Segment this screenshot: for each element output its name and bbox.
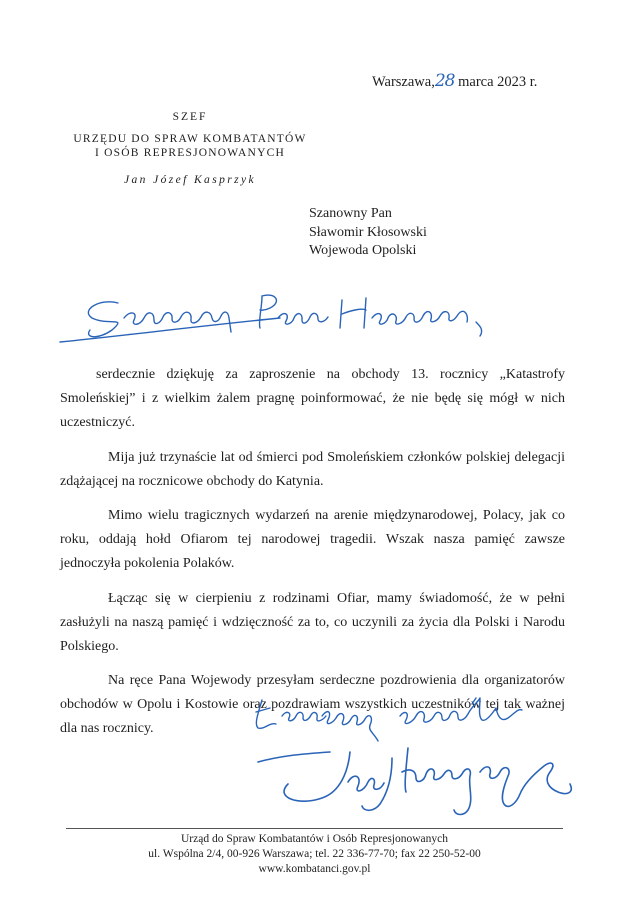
footer-address: ul. Wspólna 2/4, 00-926 Warszawa; tel. 22 336-77-70; fax 22 250-52-00	[148, 848, 481, 860]
body-paragraph-4: Łącząc się w cierpieniu z rodzinami Ofiar, mamy świadomość, że w pełni zasłużyli na naszą pamięć i wdzięczność za to, co uczynili za życia dla Polski i Narodu Polskiego.	[60, 590, 565, 654]
signature-drawing	[258, 748, 571, 815]
body-paragraph-3: Mimo wielu tragicznych wydarzeń na arenie międzynarodowej, Polacy, jak co roku, oddają hołd Ofiarom tej narodowej tragedii. Wszak nasza pamięć zawsze jednoczyła pokolenia Polaków.	[60, 508, 565, 571]
handwritten-salutation-drawing	[60, 295, 482, 342]
body-paragraph-5: Na ręce Pana Wojewody przesyłam serdeczne pozdrowienia dla organizatorów obchodów w Opolu i Kostowie oraz pozdrawiam wszystkich uczestników tej tak ważnej dla nas rocznicy.	[60, 673, 565, 736]
sender-office-line1: URZĘDU DO SPRAW KOMBATANTÓW	[73, 133, 307, 145]
recipient-name: Sławomir Kłosowski	[309, 224, 427, 240]
footer-website: www.kombatanci.gov.pl	[258, 863, 371, 875]
footer-divider	[66, 828, 563, 829]
footer	[66, 832, 563, 877]
recipient-salutation-line: Szanowny Pan	[309, 206, 392, 221]
sender-name: Jan Józef Kasprzyk	[124, 174, 256, 186]
date-place: Warszawa,	[372, 74, 435, 90]
body-paragraph-1: serdecznie dziękuję za zaproszenie na obchody 13. rocznicy „Katastrofy Smoleńskiej” i z wielkim żalem pragnę poinformować, że nie będę się mógł w nich uczestniczyć.	[60, 367, 565, 430]
date-month-year: marca 2023 r.	[458, 74, 538, 90]
sender-office-line2: I OSÓB REPRESJONOWANYCH	[95, 147, 285, 159]
sender-position: SZEF	[172, 111, 208, 123]
date-day-handwritten: 28	[434, 71, 455, 91]
body-paragraph-2: Mija już trzynaście lat od śmierci pod Smoleńskiem członków polskiej delegacji zdążającej na rocznicowe obchody do Katynia.	[60, 449, 565, 489]
recipient-title: Wojewoda Opolski	[309, 243, 417, 258]
handwritten-closing-drawing	[256, 698, 522, 741]
footer-office: Urząd do Spraw Kombatantów i Osób Represjonowanych	[181, 833, 448, 845]
